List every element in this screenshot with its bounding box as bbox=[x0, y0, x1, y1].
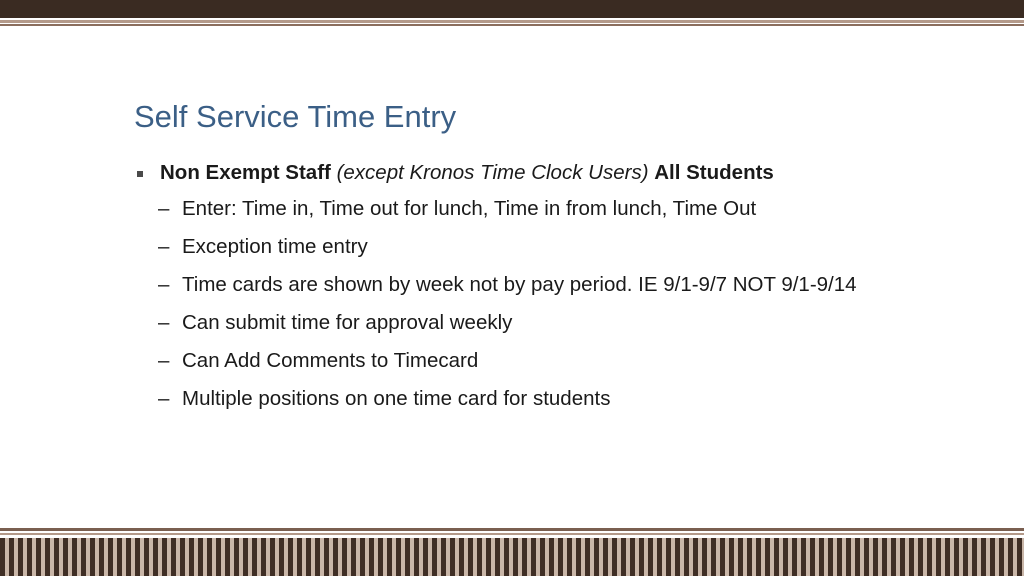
sub-bullet bbox=[134, 234, 894, 260]
top-divider-line bbox=[0, 20, 1024, 23]
bottom-divider-line-thin bbox=[0, 533, 1024, 535]
sub-bullet-text: Exception time entry bbox=[182, 235, 368, 258]
sub-bullet bbox=[134, 272, 894, 298]
sub-bullet-text: Can submit time for approval weekly bbox=[182, 311, 513, 334]
bullet-bold-text: Non Exempt Staff bbox=[160, 161, 331, 184]
dash-bullet-icon: – bbox=[158, 273, 170, 296]
bullet-level-1 bbox=[134, 160, 894, 186]
sub-bullet bbox=[134, 310, 894, 336]
sub-bullet bbox=[134, 348, 894, 374]
sub-bullet bbox=[134, 196, 894, 222]
top-decorative-band bbox=[0, 0, 1024, 18]
sub-bullet-text: Multiple positions on one time card for students bbox=[182, 387, 611, 410]
dash-bullet-icon: – bbox=[158, 349, 170, 372]
slide-title: Self Service Time Entry bbox=[134, 99, 457, 134]
sub-bullet-text: Can Add Comments to Timecard bbox=[182, 349, 479, 372]
top-divider-line-thin bbox=[0, 24, 1024, 26]
dash-bullet-icon: – bbox=[158, 387, 170, 410]
sub-bullet-text: Enter: Time in, Time out for lunch, Time in from lunch, Time Out bbox=[182, 197, 757, 220]
bullet-italic-text: (except Kronos Time Clock Users) bbox=[336, 161, 649, 184]
dash-bullet-icon: – bbox=[158, 235, 170, 258]
dash-bullet-icon: – bbox=[158, 197, 170, 220]
bottom-striped-band bbox=[0, 538, 1024, 576]
bullet-bold-text-2: All Students bbox=[654, 161, 774, 184]
sub-bullet-text: Time cards are shown by week not by pay period. IE 9/1-9/7 NOT 9/1-9/14 bbox=[182, 273, 857, 296]
dash-bullet-icon: – bbox=[158, 311, 170, 334]
sub-bullet bbox=[134, 386, 894, 412]
slide-body bbox=[134, 160, 894, 424]
bottom-divider-line bbox=[0, 528, 1024, 531]
square-bullet-icon bbox=[137, 171, 143, 177]
